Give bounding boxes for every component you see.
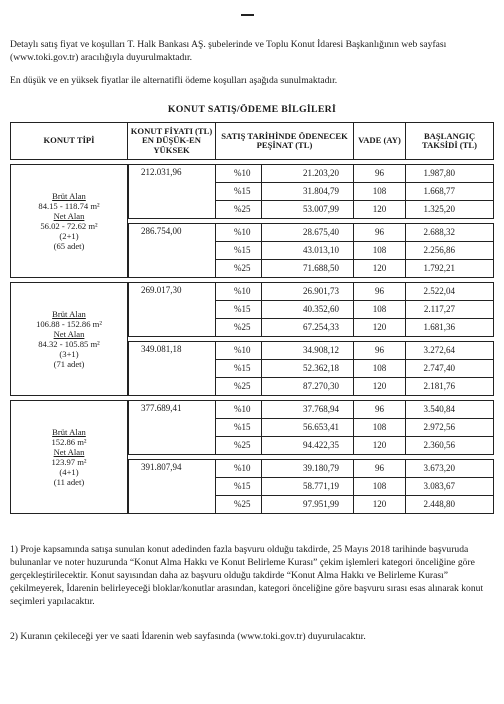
header-konut-fiyati: KONUT FİYATI (TL) EN DÜŞÜK-EN YÜKSEK <box>128 122 216 160</box>
header-pesinat: SATIŞ TARİHİNDE ÖDENECEK PEŞİNAT (TL) <box>216 122 354 160</box>
table-row <box>10 164 494 183</box>
down-payment-percent: %15 <box>216 360 262 378</box>
down-payment-percent: %10 <box>216 223 262 242</box>
down-payment-amount: 71.688,50 <box>262 260 354 278</box>
net-area-label <box>11 211 127 221</box>
starting-installment: 1.792,21 <box>406 260 494 278</box>
down-payment-percent: %10 <box>216 459 262 478</box>
table-row <box>10 400 494 419</box>
net-area-label <box>11 447 127 457</box>
net-area-label-text: Net Alan <box>53 447 85 457</box>
table-header-row <box>10 122 494 160</box>
price-cell: 269.017,30 <box>128 282 216 337</box>
down-payment-amount: 52.362,18 <box>262 360 354 378</box>
gross-area-value: 152.86 m² <box>51 437 87 447</box>
gross-area-label-text: Brüt Alan <box>52 309 86 319</box>
gross-area-value: 106.88 - 152.86 m² <box>36 319 102 329</box>
down-payment-amount: 56.653,41 <box>262 419 354 437</box>
net-area-value: 123.97 m² <box>51 457 87 467</box>
term-months: 108 <box>354 419 406 437</box>
starting-installment: 2.972,56 <box>406 419 494 437</box>
term-months: 96 <box>354 400 406 419</box>
down-payment-percent: %10 <box>216 400 262 419</box>
term-months: 120 <box>354 496 406 514</box>
down-payment-percent: %25 <box>216 496 262 514</box>
term-months: 96 <box>354 282 406 301</box>
down-payment-amount: 40.352,60 <box>262 301 354 319</box>
term-months: 120 <box>354 201 406 219</box>
room-count: (3+1) <box>59 349 79 359</box>
net-area-value: 56.02 - 72.62 m² <box>40 221 98 231</box>
term-months: 96 <box>354 459 406 478</box>
starting-installment: 2.747,40 <box>406 360 494 378</box>
down-payment-percent: %15 <box>216 242 262 260</box>
term-months: 96 <box>354 223 406 242</box>
starting-installment: 2.688,32 <box>406 223 494 242</box>
price-cell: 391.807,94 <box>128 459 216 514</box>
gross-area-value: 84.15 - 118.74 m² <box>38 201 100 211</box>
unit-count: (71 adet) <box>53 359 85 369</box>
net-area-label-text: Net Alan <box>53 329 85 339</box>
down-payment-amount: 87.270,30 <box>262 378 354 396</box>
term-months: 108 <box>354 301 406 319</box>
konut-tipi-cell <box>10 164 128 278</box>
starting-installment: 2.181,76 <box>406 378 494 396</box>
down-payment-amount: 34.908,12 <box>262 341 354 360</box>
term-months: 120 <box>354 378 406 396</box>
starting-installment: 2.117,27 <box>406 301 494 319</box>
down-payment-percent: %25 <box>216 378 262 396</box>
down-payment-amount: 28.675,40 <box>262 223 354 242</box>
down-payment-percent: %10 <box>216 164 262 183</box>
term-months: 120 <box>354 437 406 455</box>
notes <box>10 543 494 665</box>
down-payment-amount: 53.007,99 <box>262 201 354 219</box>
note-1: 1) Proje kapsamında satışa sunulan konut adedinden fazla başvuru olduğu takdirde, 25 Mayıs 2018 tarihinde başvuruda bulunanlar ve noter huzurunda “Konut Alma Hakkı ve Konut Belirleme Kurası” çekim işlemleri kategori önceliğine göre gerçekleştirilecektir. Konut sayısından daha az başvuru olduğu takdirde “Konut Alma Hakkı ve Belirleme Kurası” çekilmeyerek, İdarenin belirleyeceği bloklar/konutlar arasından, kategori önceliğine göre başvuru sırası esas alınarak konut seçimleri yapılacaktır. <box>10 544 484 607</box>
down-payment-percent: %10 <box>216 341 262 360</box>
net-area-label-text: Net Alan <box>53 211 85 221</box>
term-months: 120 <box>354 260 406 278</box>
room-count: (2+1) <box>59 231 79 241</box>
starting-installment: 1.681,36 <box>406 319 494 337</box>
gross-area-label <box>11 427 127 437</box>
konut-tipi-cell <box>10 282 128 396</box>
down-payment-amount: 43.013,10 <box>262 242 354 260</box>
down-payment-amount: 26.901,73 <box>262 282 354 301</box>
down-payment-percent: %15 <box>216 419 262 437</box>
gross-area-label-text: Brüt Alan <box>52 191 86 201</box>
down-payment-amount: 37.768,94 <box>262 400 354 419</box>
starting-installment: 1.668,77 <box>406 183 494 201</box>
down-payment-amount: 58.771,19 <box>262 478 354 496</box>
intro-paragraph-1: Detaylı satış fiyat ve koşulları T. Halk Bankası AŞ. şubelerinde ve Toplu Konut İdaresi Başkanlığının web sayfası (www.toki.gov.tr) aracılığıyla duyurulmaktadır. <box>10 39 447 63</box>
down-payment-percent: %15 <box>216 301 262 319</box>
net-area-label <box>11 329 127 339</box>
intro-paragraph-2: En düşük ve en yüksek fiyatlar ile alternatifli ödeme koşulları aşağıda sunulmaktadır. <box>10 75 338 86</box>
down-payment-percent: %10 <box>216 282 262 301</box>
unit-count: (11 adet) <box>53 477 85 487</box>
starting-installment: 2.448,80 <box>406 496 494 514</box>
term-months: 108 <box>354 242 406 260</box>
price-cell: 212.031,96 <box>128 164 216 219</box>
down-payment-amount: 39.180,79 <box>262 459 354 478</box>
down-payment-amount: 31.804,79 <box>262 183 354 201</box>
term-months: 96 <box>354 164 406 183</box>
intro-text <box>10 38 494 97</box>
down-payment-amount: 21.203,20 <box>262 164 354 183</box>
header-baslangic-taksidi: BAŞLANGIÇ TAKSİDİ (TL) <box>406 122 494 160</box>
net-area-value: 84.32 - 105.85 m² <box>38 339 100 349</box>
starting-installment: 2.522,04 <box>406 282 494 301</box>
starting-installment: 2.360,56 <box>406 437 494 455</box>
price-table <box>10 122 494 514</box>
header-dash-mark <box>241 14 254 16</box>
down-payment-percent: %25 <box>216 319 262 337</box>
down-payment-percent: %15 <box>216 478 262 496</box>
table-row <box>10 282 494 301</box>
term-months: 120 <box>354 319 406 337</box>
starting-installment: 3.540,84 <box>406 400 494 419</box>
down-payment-amount: 97.951,99 <box>262 496 354 514</box>
down-payment-percent: %25 <box>216 260 262 278</box>
term-months: 108 <box>354 360 406 378</box>
room-count: (4+1) <box>59 467 79 477</box>
konut-tipi-cell <box>10 400 128 514</box>
header-konut-tipi: KONUT TİPİ <box>10 122 128 160</box>
header-vade: VADE (AY) <box>354 122 406 160</box>
starting-installment: 2.256,86 <box>406 242 494 260</box>
term-months: 108 <box>354 183 406 201</box>
table-title: KONUT SATIŞ/ÖDEME BİLGİLERİ <box>167 104 337 115</box>
gross-area-label <box>11 191 127 201</box>
down-payment-percent: %25 <box>216 437 262 455</box>
down-payment-amount: 67.254,33 <box>262 319 354 337</box>
down-payment-amount: 94.422,35 <box>262 437 354 455</box>
gross-area-label <box>11 309 127 319</box>
price-cell: 349.081,18 <box>128 341 216 396</box>
term-months: 108 <box>354 478 406 496</box>
unit-count: (65 adet) <box>53 241 85 251</box>
note-2: 2) Kuranın çekileceği yer ve saati İdarenin web sayfasında (www.toki.gov.tr) duyurulacaktır. <box>10 631 366 642</box>
down-payment-percent: %25 <box>216 201 262 219</box>
starting-installment: 1.987,80 <box>406 164 494 183</box>
price-cell: 377.689,41 <box>128 400 216 455</box>
term-months: 96 <box>354 341 406 360</box>
gross-area-label-text: Brüt Alan <box>52 427 86 437</box>
starting-installment: 1.325,20 <box>406 201 494 219</box>
starting-installment: 3.272,64 <box>406 341 494 360</box>
price-cell: 286.754,00 <box>128 223 216 278</box>
down-payment-percent: %15 <box>216 183 262 201</box>
starting-installment: 3.083,67 <box>406 478 494 496</box>
starting-installment: 3.673,20 <box>406 459 494 478</box>
